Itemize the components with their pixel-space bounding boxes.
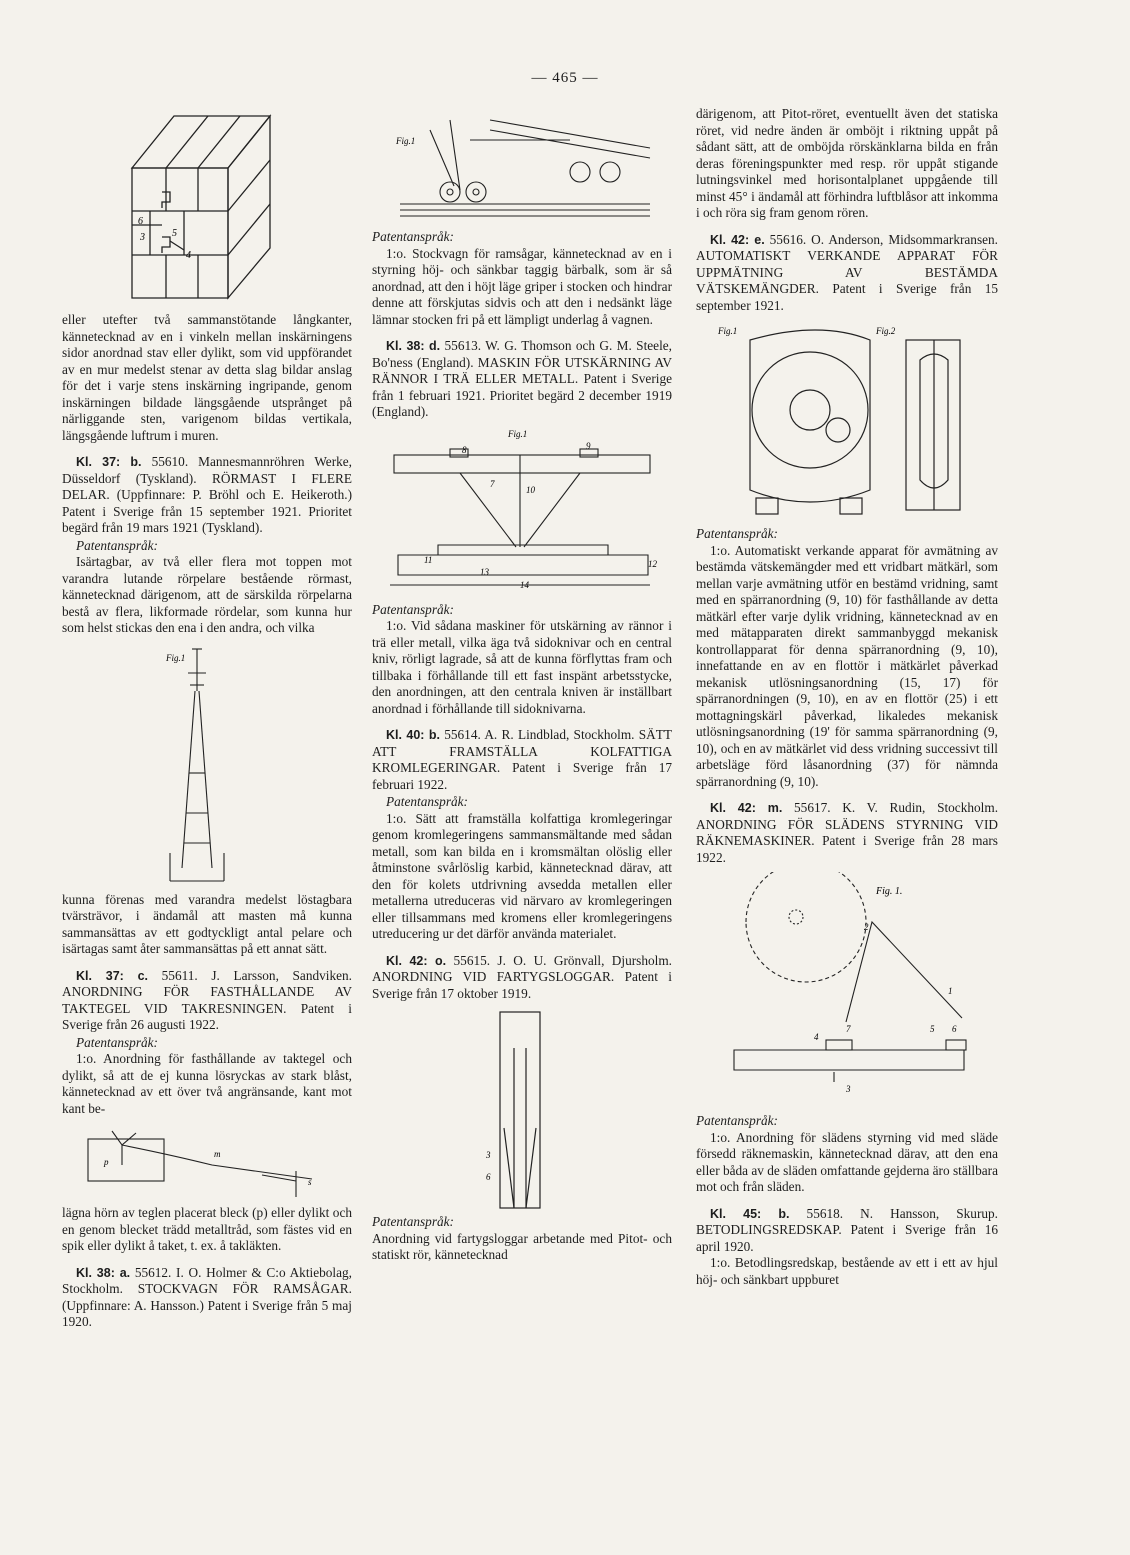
entry-header — [696, 1206, 998, 1256]
figure-title: Fig.1 — [508, 428, 528, 439]
label-10: 10 — [526, 484, 535, 495]
entry-header — [62, 454, 352, 537]
figure-log-cart — [390, 100, 672, 228]
claim-text: 1:o. Stockvagn för ramsågar, kännetecknad av en i styrning höj- och sänkbar taggig bärbalk, som är så anordnad, att den i höjt läge griper i stocken och hindrar denne att förskjutas sidvis och att den i nedsänkt läge lämnar stocken fri på ett lämpligt underlag å vagnen. — [372, 245, 672, 327]
entry-header — [372, 727, 672, 793]
figure-mast — [162, 643, 352, 888]
sled-guide-drawing — [716, 872, 976, 1112]
class-code: Kl. 42: o. — [386, 953, 447, 968]
claims-heading: Patentanspråk: — [372, 229, 454, 244]
entry-title: 55610. Mannesmannröhren Werke, Düsseldorf (Tyskland). RÖRMAST I FLERE DELAR. (Uppfinnare: P. Bröhl och E. Heikeroth.) Patent i Sverige från 15 september 1921. Prioritet begärd från 19 mars 1921 (Tyskland). — [62, 454, 353, 535]
figure-ship-log — [482, 1008, 672, 1213]
label-p: p — [104, 1157, 109, 1167]
text-paragraph: lägna hörn av teglen placerat bleck (p) eller dylikt och en genom blecket trädd metalltråd, som fästes vid en spik eller dylikt å taket, t. ex. å takläkten. — [62, 1205, 352, 1253]
entry-header — [372, 338, 672, 421]
ship-log-drawing — [482, 1008, 562, 1213]
claim-text: 1:o. Vid sådana maskiner för utskärning av rännor i trä eller metall, vilka äga två sidoknivar och en central kniv, rörligt lagrade, så att de kunna förflyttas fram och tillbaka i förhållande till ett fast inspänt arbetsstycke, den anordningen, att den centrala kniven är inställbart anordnad i förhållande till sidoknivarna. — [372, 618, 672, 716]
label-8: 8 — [462, 444, 467, 455]
measuring-apparatus-drawing — [710, 320, 980, 525]
figure-title-1: Fig.1 — [718, 326, 738, 336]
figure-sled-guide — [716, 872, 998, 1112]
figure-title: Fig.1 — [396, 136, 416, 146]
column-3 — [696, 106, 998, 1288]
claims-heading: Patentanspråk: — [76, 1034, 158, 1050]
label-7: 7 — [846, 1024, 851, 1034]
label-6: 6 — [138, 216, 143, 227]
figure-title: Fig.1 — [166, 652, 186, 663]
column-1 — [62, 108, 352, 1331]
mast-drawing — [162, 643, 242, 888]
label-4: 4 — [814, 1032, 819, 1042]
figure-measuring-apparatus — [710, 320, 998, 525]
label-12: 12 — [648, 558, 657, 569]
class-code: Kl. 45: b. — [710, 1206, 790, 1221]
page-number: — 465 — — [531, 70, 599, 86]
label-6: 6 — [952, 1024, 957, 1034]
claims-heading: Patentanspråk: — [372, 1214, 454, 1229]
label-s: s — [308, 1177, 312, 1187]
entry-header — [62, 968, 352, 1034]
figure-roof-tile — [82, 1121, 352, 1201]
entry-title: 55617. K. V. Rudin, Stockholm. ANORDNING FÖR SLÄDENS STYRNING VID RÄKNEMASKINER. Patent i Sverige från 28 mars 1922. — [696, 800, 999, 865]
claim-text: Anordning vid fartygsloggar arbetande med Pitot- och statiskt rör, kännetecknad — [372, 1230, 672, 1262]
entry-title: 55614. A. R. Lindblad, Stockholm. SÄTT ATT FRAMSTÄLLA KOLFATTIGA KROMLEGERINGAR. Patent i Sverige från 17 februari 1922. — [372, 727, 673, 792]
label-11: 11 — [424, 554, 433, 565]
figure-brick-wall — [122, 108, 352, 306]
claims-heading: Patentanspråk: — [386, 794, 468, 809]
label-9: 9 — [586, 440, 591, 451]
label-2: 2 — [864, 922, 869, 932]
claims-heading: Patentanspråk: — [76, 537, 158, 553]
log-cart-drawing — [390, 100, 660, 228]
claim-text: 1:o. Anordning för fasthållande av taktegel och dylikt, så att de ej kunna lösryckas av stark blåst, kännetecknad av ett över två angränsande, kant mot kant be- — [62, 1051, 352, 1116]
column-2 — [372, 100, 672, 1264]
label-m: m — [214, 1149, 221, 1159]
claims-heading: Patentanspråk: — [696, 1113, 778, 1128]
label-7: 7 — [490, 478, 495, 489]
brick-wall-drawing — [122, 108, 282, 306]
figure-groove-machine — [380, 425, 672, 601]
claim-text: 1:o. Betodlingsredskap, bestående av ett i ett av hjul höj- och sänkbart uppburet — [696, 1255, 998, 1287]
claim-text: 1:o. Automatiskt verkande apparat för avmätning av bestämda vätskemängder med ett vridbart mätkärl, som mellan varje avmätning utför en bestämd vridning, samt med en spärranordning (9, 10) för fasthållande av detta mätkärl efter varje dylik vridning, kännetecknad av en med mätapparaten direkt sammanbyggd mekanisk kontrollapparat för denna spärranordning (9, 10), innefattande en av en flottör i mätkärlet påverkad mekanisk utlösningsanordning (15, 17) för spärranordningen (9, 10), en av en flottör (25) i ett mottagningskärl påverkad, likaledes mekanisk utlösningsanordning (19' för samma spärranordning (9, 10), och en av mätkärlet vid dess vridning successivt till arbetsläge förd låsanordning (37) för nämnda spärranordning (9, 10). — [696, 542, 998, 789]
entry-title: 55615. J. O. U. Grönvall, Djursholm. ANORDNING VID FARTYGSLOGGAR. Patent i Sverige från 17 oktober 1919. — [372, 952, 672, 1001]
text-paragraph: därigenom, att Pitot-röret, eventuellt även det statiska röret, vid nedre änden är omböjt i riktning uppåt på sådant sätt, att de omböjda rörskänklarna bilda en från deras föreningspunkter med resp. rör uppåt stigande lutningsvinkel med horisontalplanet uppgående till minst 45° i ändamål att förhindra luftblåsor att inkomma i och röra sig fram genom rören. — [696, 106, 998, 220]
label-3: 3 — [846, 1084, 851, 1094]
label-13: 13 — [480, 566, 489, 577]
entry-title: 55613. W. G. Thomson och G. M. Steele, Bo'ness (England). MASKIN FÖR UTSKÄRNING AV RÄNNOR I TRÄ ELLER METALL. Patent i Sverige från 1 februari 1921. Prioritet begärd 2 december 1919 (England). — [372, 338, 672, 419]
class-code: Kl. 37: b. — [76, 455, 142, 469]
claim-text: Isärtagbar, av två eller flera mot toppen mot varandra lutande rörpelare bestående rörmast, kännetecknad därigenom, att de särskilda rörpelarna bestå av flera, likformade rördelar, som kunna hur som helst stickas den ena i den andra, och vilka — [62, 554, 352, 635]
claim-text: 1:o. Sätt att framställa kolfattiga kromlegeringar genom kromlegeringens sammansmältande med sådan metall, som kan bilda en i kromsmältan olöslig eller åtminstone svårlöslig karbid, kännetecknad därav, att den för kolets utdrivning avsedda metallen eller metallerna utreduceras vid närvaro av kromlegeringen eller tillsammans med kromens eller kromlegeringens utreducering ur det därför använda materialet. — [372, 810, 672, 941]
entry-header — [696, 232, 998, 315]
groove-machine-drawing — [380, 425, 670, 601]
entry-header — [62, 1265, 352, 1331]
label-3: 3 — [140, 232, 145, 243]
text-paragraph: kunna förenas med varandra medelst löstagbara tvärsträvor, i ändamål att masten må kunna sammansättas av ett godtyckligt antal pelare och isärtagas samt åter sammansättas på ett annat sätt. — [62, 891, 352, 956]
entry-title: 55618. N. Hansson, Skurup. BETODLINGSREDSKAP. Patent i Sverige från 16 april 1920. — [696, 1205, 998, 1254]
entry-header — [372, 953, 672, 1003]
claims-heading: Patentanspråk: — [372, 601, 454, 617]
label-1: 1 — [948, 986, 953, 996]
class-code: Kl. 42: e. — [710, 232, 765, 247]
class-code: Kl. 37: c. — [76, 968, 149, 983]
entry-header — [696, 800, 998, 866]
entry-title: 55612. I. O. Holmer & C:o Aktiebolag, Stockholm. STOCKVAGN FÖR RAMSÅGAR. (Uppfinnare: A. Hansson.) Patent i Sverige från 5 maj 1920. — [62, 1264, 352, 1329]
class-code: Kl. 38: a. — [76, 1265, 131, 1280]
class-code: Kl. 38: d. — [386, 339, 441, 353]
label-3: 3 — [486, 1150, 491, 1160]
figure-title-2: Fig.2 — [876, 326, 896, 336]
entry-title: 55616. O. Anderson, Midsommarkransen. AUTOMATISKT VERKANDE APPARAT FÖR UPPMÄTNING AV BESTÄMDA VÄTSKEMÄNGDER. Patent i Sverige från 15 september 1921. — [696, 231, 998, 313]
text-paragraph: eller utefter två sammanstötande långkanter, kännetecknad av en i vinkeln mellan inskärningens sidor anordnad stav eller dylikt, som vid uppförandet av en mur medelst stenar av detta slag bildar anslag för det i varje stens inskärning ingripande, genom inskärningen bildade längsgående utsprånget på närliggande sten, varigenom bildas vertikala, längsgående luftrum i muren. — [62, 312, 352, 443]
label-4: 4 — [186, 250, 191, 261]
roof-tile-drawing — [82, 1121, 342, 1201]
figure-title: Fig. 1. — [876, 886, 903, 897]
label-5: 5 — [930, 1024, 935, 1034]
claim-text: 1:o. Anordning för slädens styrning vid med släde försedd räknemaskin, kännetecknad därav, att den ena eller båda av de släden omfattande gejderna äro ställbara mot och från släden. — [696, 1129, 998, 1194]
entry-title: 55611. J. Larsson, Sandviken. ANORDNING FÖR FASTHÅLLANDE AV TAKTEGEL VID TAKRESNINGEN. Patent i Sverige från 26 augusti 1922. — [62, 967, 352, 1032]
label-14: 14 — [520, 579, 529, 590]
label-6: 6 — [486, 1172, 491, 1182]
class-code: Kl. 42: m. — [710, 801, 783, 815]
class-code: Kl. 40: b. — [386, 728, 440, 742]
claims-heading: Patentanspråk: — [696, 526, 778, 541]
label-5: 5 — [172, 228, 177, 239]
